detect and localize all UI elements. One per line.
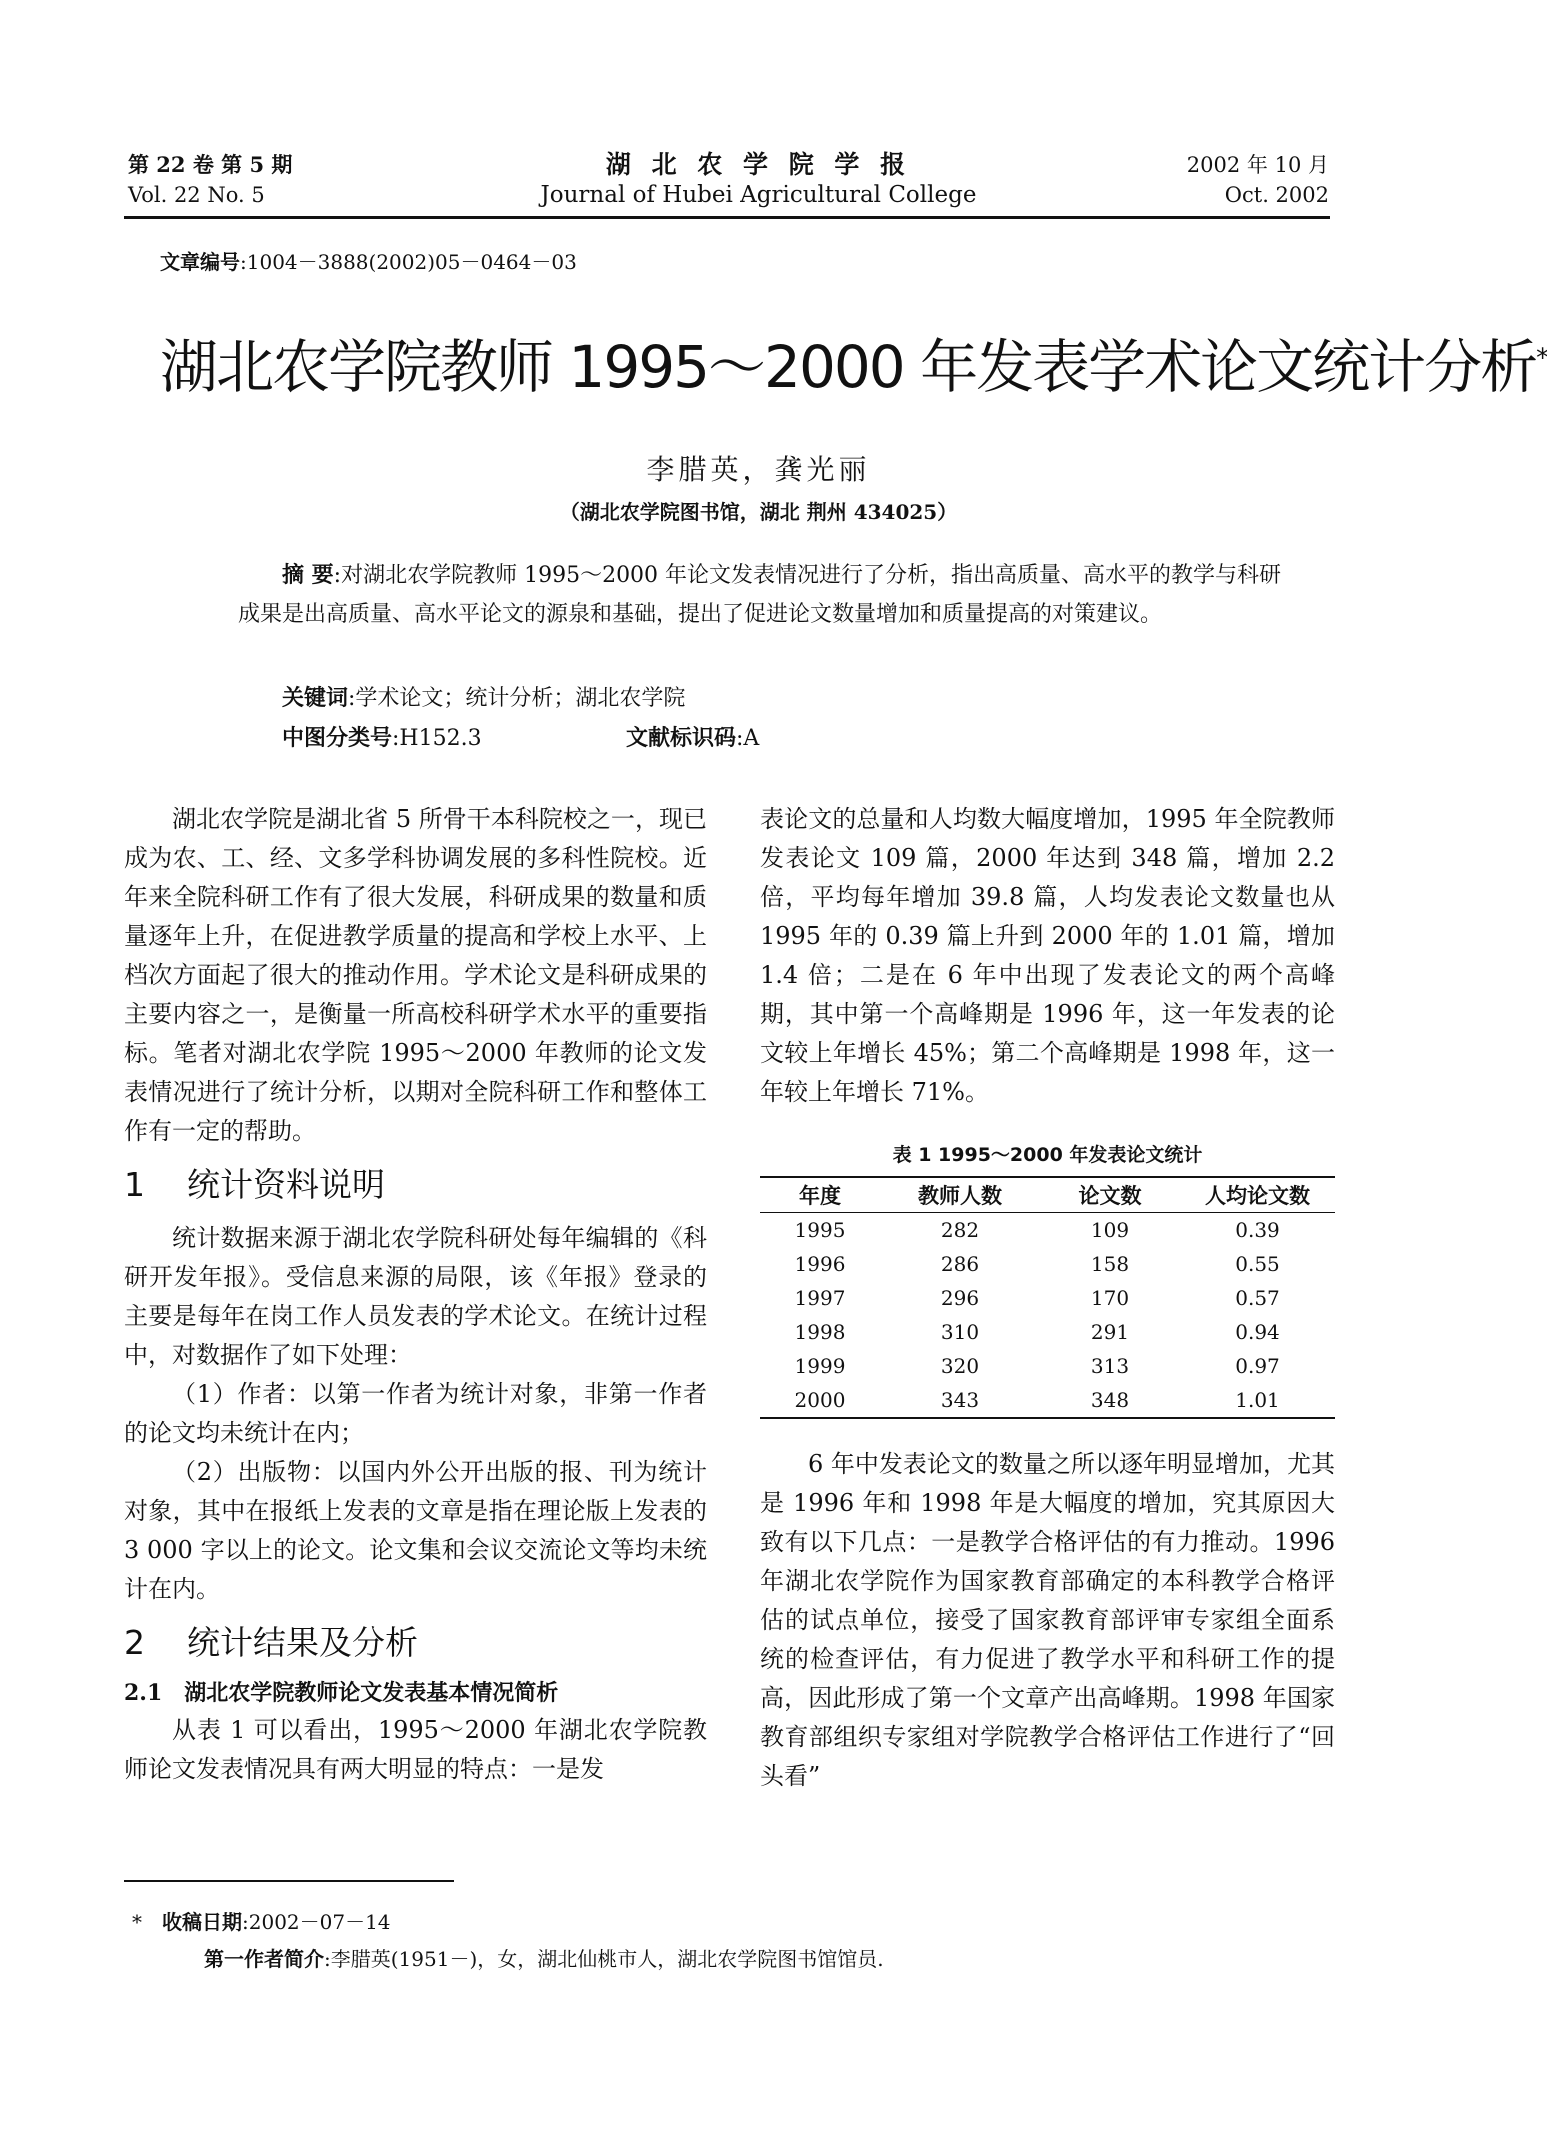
section-2-title: 统计结果及分析: [187, 1623, 418, 1662]
table-cell: 310: [940, 1320, 980, 1344]
table-cell: 1.01: [1235, 1388, 1280, 1412]
table-cell: 1997: [794, 1286, 846, 1310]
section-1-heading: [124, 1159, 707, 1211]
journal-en: Journal of Hubei Agricultural College: [540, 182, 977, 208]
table-cell: 109: [1090, 1218, 1130, 1242]
footnote-rule: [124, 1880, 454, 1882]
section-1-title: 统计资料说明: [187, 1165, 385, 1204]
table-cell: 0.55: [1235, 1252, 1280, 1276]
footnote-mark: *: [132, 1910, 142, 1934]
table-cell: 158: [1090, 1252, 1130, 1276]
keywords-text: :学术论文；统计分析；湖北农学院: [348, 686, 686, 711]
section-2-heading: [124, 1617, 707, 1669]
article-number: [160, 246, 577, 275]
table-row: [760, 1383, 1335, 1417]
table-body: [760, 1178, 1335, 1417]
intro-paragraph: 湖北农学院是湖北省 5 所骨干本科院校之一，现已成为农、工、经、文多学科协调发展的多科性院校。近年来全院科研工作有了很大发展，科研成果的数量和质量逐年上升，在促进教学质量的提高和学校上水平、上档次方面起了很大的推动作用。学术论文是科研成果的主要内容之一，是衡量一所高校科研学术水平的重要指标。笔者对湖北农学院 1995～2000 年教师的论文发表情况进行了统计分析，以期对全院科研工作和整体工作有一定的帮助。: [124, 805, 707, 1145]
section-2-number: 2: [124, 1623, 145, 1662]
keywords: [238, 680, 685, 717]
table-cell: 1998: [794, 1320, 846, 1344]
abstract: [238, 556, 1293, 634]
section-2-1-number: 2.1: [124, 1680, 163, 1706]
right-column: [760, 800, 1335, 1112]
table-cell: 0.94: [1235, 1320, 1280, 1344]
table-cell: 313: [1090, 1354, 1130, 1378]
date-cn: 2002 年 10 月: [1186, 153, 1329, 177]
table-cell: 320: [940, 1354, 980, 1378]
received-label: 收稿日期: [162, 1910, 242, 1934]
table-row: [760, 1315, 1335, 1349]
footnote-author: [204, 1943, 884, 1972]
table-cell: 170: [1090, 1286, 1130, 1310]
title-text: 湖北农学院教师 1995～2000 年发表学术论文统计分析: [160, 333, 1537, 401]
left-column: [124, 800, 707, 1789]
section-1-item-2: （2）出版物：以国内外公开出版的报、刊为统计对象，其中在报纸上发表的文章是指在理论版上发表的 3 000 字以上的论文。论文集和会议交流论文等均未统计在内。: [124, 1458, 707, 1603]
title-footnote-mark: *: [1536, 343, 1547, 374]
author-bio-value: :李腊英(1951－)，女，湖北仙桃市人，湖北农学院图书馆馆员.: [324, 1947, 884, 1971]
clc-value: :H152.3: [392, 726, 482, 751]
classification: [238, 720, 482, 757]
table-header-cell: 教师人数: [918, 1183, 1002, 1208]
authors: 李腊英，龚光丽: [646, 453, 871, 486]
right-paragraph-2: 6 年中发表论文的数量之所以逐年明显增加，尤其是 1996 年和 1998 年是大幅度的增加，究其原因大致有以下几点：一是教学合格评估的有力推动。1996 年湖北农学院作为国家教育部确定的本科教学合格评估的试点单位，接受了国家教育部评审专家组全面系统的检查评估，有力促进了教学水平和科研工作的提高，因此形成了第一个文章产出高峰期。1998 年国家教育部组织专家组对学院教学合格评估工作进行了“回头看”: [760, 1450, 1335, 1790]
table-cell: 0.57: [1235, 1286, 1280, 1310]
page-title: [160, 320, 1547, 404]
volume-cn: 第 22 卷 第 5 期: [128, 152, 293, 177]
volume-en: Vol. 22 No. 5: [128, 183, 265, 207]
doc-code-label: 文献标识码: [626, 725, 737, 751]
journal-cn: 湖 北 农 学 院 学 报: [605, 150, 912, 179]
table-cell: 1995: [794, 1218, 846, 1242]
table-cell: 1999: [794, 1354, 846, 1378]
doc-code-value: :A: [736, 726, 760, 751]
table-cell: 0.39: [1235, 1218, 1280, 1242]
document-code: [626, 720, 759, 757]
table-header-cell: 年度: [799, 1183, 841, 1208]
table-bottom-rule: [760, 1417, 1335, 1419]
table-header-cell: 人均论文数: [1205, 1183, 1310, 1208]
affiliation: （湖北农学院图书馆，湖北 荆州 434025）: [559, 500, 958, 524]
date-en: Oct. 2002: [1224, 183, 1329, 207]
table-header-row: [760, 1178, 1335, 1213]
footnote-received: [132, 1906, 391, 1935]
table-cell: 2000: [794, 1388, 846, 1412]
data-table: [760, 1176, 1335, 1419]
table-cell: 291: [1090, 1320, 1130, 1344]
clc-label: 中图分类号: [282, 725, 393, 751]
table-header-cell: 论文数: [1078, 1183, 1142, 1208]
section-2-1-paragraph: 从表 1 可以看出，1995～2000 年湖北农学院教师论文发表情况具有两大明显的特点：一是发: [124, 1716, 707, 1783]
abstract-label: 摘 要: [282, 562, 334, 588]
received-value: :2002－07－14: [242, 1910, 391, 1934]
table-cell: 0.97: [1235, 1354, 1280, 1378]
table-cell: 1996: [794, 1252, 846, 1276]
abstract-text: :对湖北农学院教师 1995～2000 年论文发表情况进行了分析，指出高质量、高水平的教学与科研成果是出高质量、高水平论文的源泉和基础，提出了促进论文数量增加和质量提高的对策建议。: [238, 563, 1282, 627]
table-cell: 282: [940, 1218, 980, 1242]
table-row: [760, 1349, 1335, 1383]
table-caption: 表 1 1995～2000 年发表论文统计: [892, 1144, 1203, 1166]
right-paragraph-1: 表论文的总量和人均数大幅度增加，1995 年全院教师发表论文 109 篇，2000 年达到 348 篇，增加 2.2 倍，平均每年增加 39.8 篇，人均发表论文数量也从 1995 年的 0.39 篇上升到 2000 年的 1.01 篇，增加 1.4 倍；二是在 6 年中出现了发表论文的两个高峰期，其中第一个高峰期是 1996 年，这一年发表的论文较上年增长 45%；第二个高峰期是 1998 年，这一年较上年增长 71%。: [760, 805, 1335, 1106]
table-row: [760, 1247, 1335, 1281]
keywords-label: 关键词: [282, 685, 349, 711]
table-cell: 348: [1090, 1388, 1130, 1412]
issue-date: [1187, 150, 1329, 210]
table-cell: 343: [940, 1388, 980, 1412]
article-number-value: :1004－3888(2002)05－0464－03: [240, 250, 577, 274]
right-column-continued: [760, 1445, 1335, 1796]
section-2-1-heading: [124, 1675, 707, 1711]
table-cell: 286: [940, 1252, 980, 1276]
section-1-number: 1: [124, 1165, 145, 1204]
header-rule: [124, 216, 1330, 219]
article-number-label: 文章编号: [160, 250, 240, 274]
author-bio-label: 第一作者简介: [204, 1947, 324, 1971]
table-cell: 296: [940, 1286, 980, 1310]
table-row: [760, 1281, 1335, 1315]
section-2-1-title: 湖北农学院教师论文发表基本情况简析: [184, 1680, 559, 1706]
section-1-item-1: （1）作者：以第一作者为统计对象，非第一作者的论文均未统计在内；: [124, 1380, 707, 1447]
table-row: [760, 1213, 1335, 1248]
section-1-paragraph: 统计数据来源于湖北农学院科研处每年编辑的《科研开发年报》。受信息来源的局限，该《年报》登录的主要是每年在岗工作人员发表的学术论文。在统计过程中，对数据作了如下处理：: [124, 1224, 707, 1369]
